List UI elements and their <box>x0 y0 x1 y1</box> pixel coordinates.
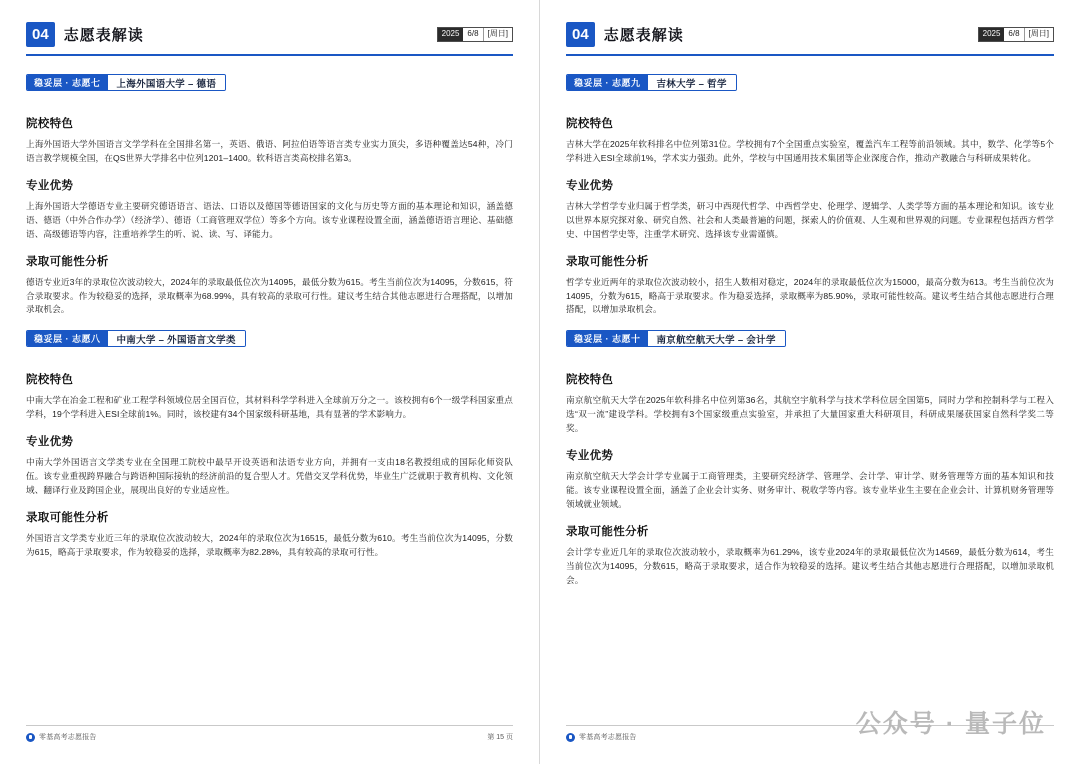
school-tag <box>26 330 246 347</box>
section-text-major: 中南大学外国语言文学类专业在全国理工院校中最早开设英语和法语专业方向，并拥有一支由18名教授组成的国际化师资队伍。该专业重视跨界融合与跨语种国际接轨的经济前沿的复合型人才。凭借交叉学科优势，毕业生广泛就职于教育机构、文化领域、翻译行业及跨国企业，展现出良好的专业适应性。 <box>26 457 513 496</box>
section-heading-feature: 院校特色 <box>566 374 614 387</box>
section-heading-feature: 院校特色 <box>26 374 74 387</box>
footer-brand: 零基高考志愿报告 <box>579 734 637 741</box>
section-heading-admission: 录取可能性分析 <box>566 525 649 538</box>
header-year: 2025 <box>438 28 464 41</box>
header-date-badge <box>978 27 1054 42</box>
page-right <box>540 0 1080 764</box>
school-tag-level: 稳妥层 · 志愿十 <box>567 331 648 346</box>
chapter-number: 04 <box>566 22 595 47</box>
page-title: 志愿表解读 <box>63 27 144 44</box>
school-block <box>26 326 513 559</box>
header-date-badge <box>437 27 513 42</box>
school-tag-name: 中南大学 – 外国语言文学类 <box>108 331 245 346</box>
school-tag <box>26 74 226 91</box>
brand-logo-icon <box>566 733 575 742</box>
section-text-admission: 会计学专业近几年的录取位次波动较小，录取概率为61.29%，该专业2024年的录取最低位次为14569，最低分数为614，考生当前位次为14095，分数615，略高于录取要求，适合作为较稳妥的选择。建议考生结合其他志愿进行合理搭配，以增加录取机会。 <box>566 546 1054 585</box>
footer-page-number: 第 15 页 <box>487 734 513 741</box>
section-text-feature: 上海外国语大学外国语言文学学科在全国排名第一，英语、俄语、阿拉伯语等语言类专业实力顶尖，多语种覆盖达54种，冷门语言教学规模全国，在QS世界大学排名中位列1201–1400。软科语言类高校排名第3。 <box>26 139 513 163</box>
section-heading-feature: 院校特色 <box>26 118 74 130</box>
header-weekday: [周日] <box>487 29 508 39</box>
section-text-feature: 南京航空航天大学在2025年软科排名中位列第36名，其航空宇航科学与技术学科位居全国第5，同时力学和控制科学与工程入选“双一流”建设学科。学校拥有3个国家级重点实验室，并承担了大量国家重大科研项目，科研成果屡获国家自然科学奖二等奖。 <box>566 395 1054 434</box>
header-date: 6/8 <box>1004 28 1024 41</box>
school-tag <box>566 330 786 347</box>
section-text-admission: 外国语言文学类专业近三年的录取位次波动较大，2024年的录取位次为16515，最低分数为610。考生当前位次为14095，分数为615，略高于录取要求，作为较稳妥的选择，录取概率为82.28%，具有较高的录取可行性。 <box>26 532 513 557</box>
school-block <box>566 70 1054 317</box>
page-title: 志愿表解读 <box>603 27 684 44</box>
section-text-major: 吉林大学哲学专业归属于哲学类，研习中西现代哲学、中西哲学史、伦理学、逻辑学、人类学等方面的基本理论和知识。该专业以世界本原究探对象、研究自然、社会和人类最普遍的问题，探索人的价值观、人生观和世界观的问题。专业课程包括西方哲学史、中国哲学史等，注重学术研究、选择该专业需谨慎。 <box>566 200 1054 239</box>
school-block <box>566 326 1054 587</box>
header-weekday: [周日] <box>1028 29 1049 39</box>
section-heading-admission: 录取可能性分析 <box>26 255 109 268</box>
section-heading-admission: 录取可能性分析 <box>566 255 649 268</box>
footer-brand: 零基高考志愿报告 <box>39 734 97 741</box>
watermark: 公众号 · 量子位 <box>855 710 1046 738</box>
chapter-number: 04 <box>26 22 55 47</box>
header-date: 6/8 <box>463 28 483 41</box>
section-text-admission: 哲学专业近两年的录取位次波动较小，招生人数相对稳定，2024年的录取最低位次为15000，最高分数为613。考生当前位次为14095，分数为615，略高于录取要求。作为稳妥选择，录取概率为85.90%，录取可能性较高。建议考生结合其他志愿进行合理搭配，以增加录取机会。 <box>566 276 1054 315</box>
section-heading-major: 专业优势 <box>26 436 74 449</box>
brand-logo-icon <box>26 733 35 742</box>
section-text-feature: 吉林大学在2025年软科排名中位列第31位。学校拥有7个全国重点实验室，覆盖汽车工程等前沿领域。其中，数学、化学等5个学科进入ESI全球前1%，学术实力强劲。此外，学校与中国通用技术集团等企业深度合作，推动产教融合与科研成果转化。 <box>566 139 1054 163</box>
school-tag <box>566 74 737 91</box>
school-tag-level: 稳妥层 · 志愿八 <box>27 331 108 346</box>
school-block <box>26 70 513 317</box>
school-tag-name: 上海外国语大学 – 德语 <box>108 75 226 90</box>
section-heading-major: 专业优势 <box>566 450 614 463</box>
section-text-major: 上海外国语大学德语专业主要研究德语语言、语法、口语以及德国等德语国家的文化与历史等方面的基本理论和知识，涵盖德语、德语（中外合作办学）（经济学）、德语（工商管理双学位）等多个方向。该专业课程设置全面，涵盖德语语言理论、基础德语、高级德语等内容，注重培养学生的听、说、读、写、译能力。 <box>26 200 513 239</box>
page-footer <box>26 725 513 742</box>
school-tag-level: 稳妥层 · 志愿七 <box>27 75 108 90</box>
section-heading-admission: 录取可能性分析 <box>26 511 109 524</box>
section-text-feature: 中南大学在冶金工程和矿业工程学科领域位居全国百位，其材料科学学科进入全球前万分之一。该校拥有6个一级学科国家重点学科，19个学科进入ESI全球前1%。同时，该校建有34个国家级科研基地，具有显著的学术影响力。 <box>26 395 513 420</box>
section-text-major: 南京航空航天大学会计学专业属于工商管理类，主要研究经济学、管理学、会计学、审计学、财务管理等方面的基本知识和技能。该专业课程设置全面，涵盖了企业会计实务、财务审计、税收学等内容。该专业毕业生主要在企业会计、计算机财务管理等领域就业领域。 <box>566 471 1054 509</box>
page-header <box>566 22 1054 56</box>
section-text-admission: 德语专业近3年的录取位次波动较大，2024年的录取最低位次为14095，最低分数为615。考生当前位次为14095，分数615，符合录取要求。作为较稳妥的选择，录取概率为68.99%，具有较高的录取可行性。建议考生结合其他志愿进行合理搭配，以增加录取机会。 <box>26 276 513 315</box>
school-tag-name: 吉林大学 – 哲学 <box>648 75 736 90</box>
school-tag-level: 稳妥层 · 志愿九 <box>567 75 648 90</box>
page-header <box>26 22 513 56</box>
school-tag-name: 南京航空航天大学 – 会计学 <box>648 331 785 346</box>
header-year: 2025 <box>979 28 1005 41</box>
section-heading-major: 专业优势 <box>26 179 74 192</box>
section-heading-feature: 院校特色 <box>566 118 614 130</box>
section-heading-major: 专业优势 <box>566 179 614 192</box>
